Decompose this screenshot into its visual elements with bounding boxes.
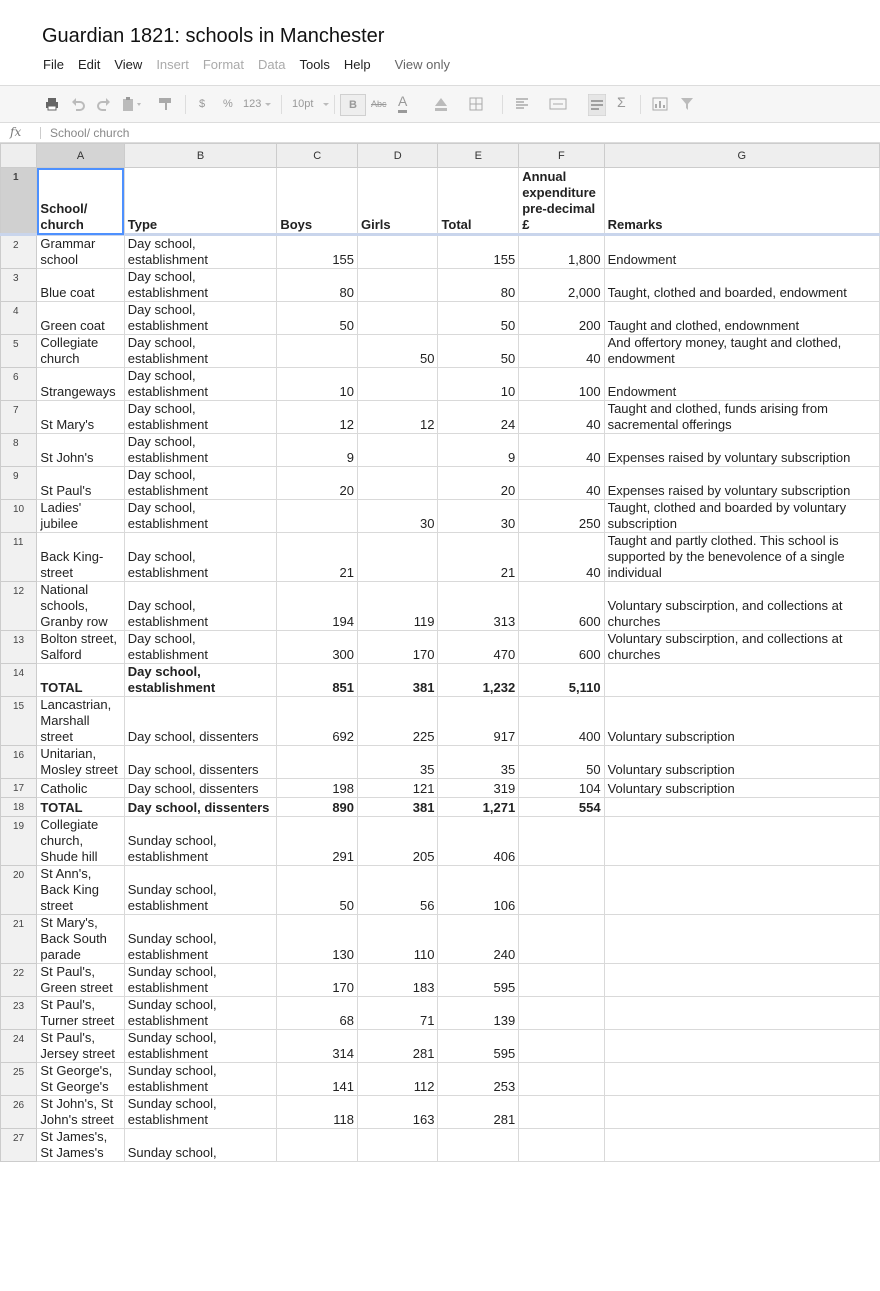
strikethrough-button: Abc xyxy=(371,99,387,109)
table-row xyxy=(1,697,880,746)
cell-girls[interactable] xyxy=(358,368,438,401)
cell-remarks[interactable]: Endowment xyxy=(604,368,879,401)
cell-type[interactable]: Sunday school, establishment xyxy=(124,915,277,964)
menu-file[interactable]: File xyxy=(43,57,64,72)
cell-total[interactable]: 30 xyxy=(438,500,519,533)
cell-school[interactable]: Strangeways xyxy=(37,368,124,401)
cell-boys[interactable]: 314 xyxy=(277,1030,358,1063)
cell-remarks-header[interactable]: Remarks xyxy=(604,168,879,235)
table-row xyxy=(1,746,880,779)
cell-boys[interactable]: 50 xyxy=(277,302,358,335)
row-header[interactable]: 20 xyxy=(1,866,37,915)
table-row xyxy=(1,866,880,915)
cell-girls[interactable]: 381 xyxy=(358,664,438,697)
cell-girls[interactable]: 225 xyxy=(358,697,438,746)
cell-boys[interactable] xyxy=(277,335,358,368)
cell-total[interactable]: 21 xyxy=(438,533,519,582)
column-header-a[interactable]: A xyxy=(37,144,124,168)
menu-data: Data xyxy=(258,57,286,72)
toolbar xyxy=(0,85,880,123)
cell-total[interactable] xyxy=(438,1129,519,1162)
cell-girls[interactable] xyxy=(358,467,438,500)
cell-school[interactable]: St Paul's, Turner street xyxy=(37,997,124,1030)
print-icon[interactable] xyxy=(44,96,60,112)
cell-remarks[interactable]: Taught, clothed and boarded, endowment xyxy=(604,269,879,302)
cell-expenditure[interactable] xyxy=(519,1096,604,1129)
paint-format-icon xyxy=(157,96,175,112)
cell-expenditure[interactable]: 100 xyxy=(519,368,604,401)
cell-boys[interactable]: 851 xyxy=(277,664,358,697)
cell-girls[interactable]: 163 xyxy=(358,1096,438,1129)
cell-remarks[interactable] xyxy=(604,866,879,915)
cell-type[interactable]: Day school, establishment xyxy=(124,664,277,697)
cell-school[interactable]: Bolton street, Salford xyxy=(37,631,124,664)
cell-type[interactable]: Day school, establishment xyxy=(124,335,277,368)
cell-type[interactable]: Sunday school, xyxy=(124,1129,277,1162)
cell-total[interactable]: 139 xyxy=(438,997,519,1030)
cell-total[interactable]: 917 xyxy=(438,697,519,746)
cell-school[interactable]: St Mary's, Back South parade xyxy=(37,915,124,964)
cell-boys[interactable]: 20 xyxy=(277,467,358,500)
cell-girls[interactable]: 112 xyxy=(358,1063,438,1096)
cell-remarks[interactable]: And offertory money, taught and clothed, endowment xyxy=(604,335,879,368)
cell-type[interactable]: Day school, dissenters xyxy=(124,746,277,779)
cell-school[interactable]: Back King-street xyxy=(37,533,124,582)
cell-boys[interactable]: 9 xyxy=(277,434,358,467)
cell-boys[interactable] xyxy=(277,500,358,533)
row-header[interactable]: 12 xyxy=(1,582,37,631)
cell-boys[interactable]: 12 xyxy=(277,401,358,434)
menu-insert: Insert xyxy=(156,57,189,72)
cell-total[interactable]: 9 xyxy=(438,434,519,467)
filter-icon xyxy=(679,96,695,112)
cell-remarks[interactable] xyxy=(604,664,879,697)
cell-total-header[interactable]: Total xyxy=(438,168,519,235)
row-header[interactable]: 8 xyxy=(1,434,37,467)
table-row xyxy=(1,269,880,302)
bold-button: B xyxy=(340,94,366,116)
menu-tools[interactable]: Tools xyxy=(299,57,330,72)
table-row xyxy=(1,533,880,582)
row-header[interactable]: 13 xyxy=(1,631,37,664)
table-row xyxy=(1,664,880,697)
cell-expenditure[interactable]: 600 xyxy=(519,631,604,664)
cell-total[interactable]: 20 xyxy=(438,467,519,500)
cell-type[interactable]: Sunday school, establishment xyxy=(124,997,277,1030)
functions-button: Σ xyxy=(617,94,626,110)
cell-school[interactable]: St John's xyxy=(37,434,124,467)
cell-expenditure[interactable] xyxy=(519,964,604,997)
cell-expenditure[interactable]: 40 xyxy=(519,401,604,434)
percent-button: % xyxy=(223,98,233,110)
cell-boys-header[interactable]: Boys xyxy=(277,168,358,235)
cell-type[interactable]: Day school, establishment xyxy=(124,631,277,664)
column-header-e[interactable]: E xyxy=(438,144,519,168)
column-header-f[interactable]: F xyxy=(519,144,604,168)
row-header[interactable]: 22 xyxy=(1,964,37,997)
cell-school[interactable]: TOTAL xyxy=(37,664,124,697)
cell-girls[interactable]: 183 xyxy=(358,964,438,997)
header-row xyxy=(1,168,880,235)
cell-remarks[interactable]: Taught and clothed, endownment xyxy=(604,302,879,335)
cell-girls[interactable]: 170 xyxy=(358,631,438,664)
cell-type[interactable]: Day school, establishment xyxy=(124,269,277,302)
cell-boys[interactable]: 21 xyxy=(277,533,358,582)
cell-type[interactable]: Day school, establishment xyxy=(124,533,277,582)
cell-boys[interactable]: 50 xyxy=(277,866,358,915)
cell-type[interactable]: Day school, dissenters xyxy=(124,697,277,746)
cell-boys[interactable] xyxy=(277,1129,358,1162)
cell-type[interactable]: Sunday school, establishment xyxy=(124,1063,277,1096)
cell-expenditure[interactable] xyxy=(519,915,604,964)
table-row xyxy=(1,1129,880,1162)
undo-icon xyxy=(70,96,86,112)
cell-girls[interactable] xyxy=(358,269,438,302)
cell-type[interactable]: Day school, dissenters xyxy=(124,779,277,798)
cell-type[interactable]: Day school, establishment xyxy=(124,302,277,335)
menu-bar xyxy=(36,55,457,75)
table-row xyxy=(1,1063,880,1096)
cell-girls[interactable]: 205 xyxy=(358,817,438,866)
text-color-button: A xyxy=(398,93,407,113)
row-header[interactable]: 21 xyxy=(1,915,37,964)
cell-school[interactable]: St Paul's, Green street xyxy=(37,964,124,997)
cell-expenditure[interactable] xyxy=(519,1030,604,1063)
cell-expenditure[interactable]: 40 xyxy=(519,467,604,500)
cell-school[interactable]: Ladies' jubilee xyxy=(37,500,124,533)
cell-expenditure[interactable]: 40 xyxy=(519,533,604,582)
row-header[interactable]: 10 xyxy=(1,500,37,533)
cell-boys[interactable]: 291 xyxy=(277,817,358,866)
cell-type[interactable]: Day school, establishment xyxy=(124,368,277,401)
cell-expenditure[interactable] xyxy=(519,817,604,866)
cell-remarks[interactable] xyxy=(604,1063,879,1096)
cell-school[interactable]: Collegiate church, Shude hill xyxy=(37,817,124,866)
cell-remarks[interactable]: Endowment xyxy=(604,235,879,269)
table-row xyxy=(1,997,880,1030)
cell-remarks[interactable]: Taught and partly clothed. This school is supported by the benevolence of a single individual xyxy=(604,533,879,582)
cell-remarks[interactable]: Expenses raised by voluntary subscription xyxy=(604,434,879,467)
cell-remarks[interactable]: Expenses raised by voluntary subscription xyxy=(604,467,879,500)
cell-type[interactable]: Day school, establishment xyxy=(124,401,277,434)
cell-expenditure[interactable]: 554 xyxy=(519,798,604,817)
cell-total[interactable]: 406 xyxy=(438,817,519,866)
cell-boys[interactable]: 155 xyxy=(277,235,358,269)
cell-remarks[interactable]: Voluntary subscirption, and collections at churches xyxy=(604,631,879,664)
cell-school[interactable]: St James's, St James's xyxy=(37,1129,124,1162)
cell-type[interactable]: Day school, establishment xyxy=(124,467,277,500)
cell-school[interactable]: St George's, St George's xyxy=(37,1063,124,1096)
row-header[interactable]: 9 xyxy=(1,467,37,500)
row-header[interactable]: 4 xyxy=(1,302,37,335)
cell-girls[interactable]: 71 xyxy=(358,997,438,1030)
cell-remarks[interactable]: Voluntary subscription xyxy=(604,779,879,798)
menu-edit[interactable]: Edit xyxy=(77,57,101,72)
row-header[interactable]: 6 xyxy=(1,368,37,401)
cell-type[interactable]: Sunday school, establishment xyxy=(124,866,277,915)
cell-school[interactable]: National schools, Granby row xyxy=(37,582,124,631)
row-header[interactable]: 11 xyxy=(1,533,37,582)
cell-boys[interactable] xyxy=(277,746,358,779)
cell-remarks[interactable]: Taught, clothed and boarded by voluntary subscription xyxy=(604,500,879,533)
cell-type[interactable]: Day school, establishment xyxy=(124,500,277,533)
cell-girls[interactable] xyxy=(358,1129,438,1162)
cell-remarks[interactable]: Taught and clothed, funds arising from sacremental offerings xyxy=(604,401,879,434)
cell-expenditure[interactable]: 600 xyxy=(519,582,604,631)
cell-total[interactable]: 80 xyxy=(438,269,519,302)
wrap-text-icon xyxy=(588,94,606,116)
menu-format: Format xyxy=(202,57,244,72)
cell-type[interactable]: Sunday school, establishment xyxy=(124,1030,277,1063)
cell-boys[interactable]: 130 xyxy=(277,915,358,964)
cell-remarks[interactable] xyxy=(604,798,879,817)
cell-school[interactable]: Blue coat xyxy=(37,269,124,302)
cell-expenditure[interactable]: 104 xyxy=(519,779,604,798)
paste-icon xyxy=(121,96,143,112)
row-header[interactable]: 24 xyxy=(1,1030,37,1063)
chevron-down-icon xyxy=(322,96,330,112)
row-header[interactable]: 3 xyxy=(1,269,37,302)
cell-girls[interactable]: 30 xyxy=(358,500,438,533)
table-row xyxy=(1,302,880,335)
chart-icon xyxy=(651,96,669,112)
cell-expenditure-header[interactable]: Annual expenditure pre-decimal £ xyxy=(519,168,604,235)
table-row xyxy=(1,817,880,866)
cell-school[interactable]: Unitarian, Mosley street xyxy=(37,746,124,779)
cell-school-header[interactable]: School/ church xyxy=(37,168,124,235)
column-header-c[interactable]: C xyxy=(277,144,358,168)
row-header[interactable]: 26 xyxy=(1,1096,37,1129)
cell-boys[interactable]: 141 xyxy=(277,1063,358,1096)
cell-school[interactable]: St Mary's xyxy=(37,401,124,434)
cell-school[interactable]: Collegiate church xyxy=(37,335,124,368)
cell-girls[interactable]: 281 xyxy=(358,1030,438,1063)
table-row xyxy=(1,235,880,269)
cell-boys[interactable]: 118 xyxy=(277,1096,358,1129)
cell-girls[interactable]: 35 xyxy=(358,746,438,779)
fx-icon: fx xyxy=(10,125,22,139)
cell-expenditure[interactable]: 400 xyxy=(519,697,604,746)
cell-total[interactable]: 470 xyxy=(438,631,519,664)
select-all-corner[interactable] xyxy=(1,144,37,168)
cell-girls[interactable]: 12 xyxy=(358,401,438,434)
column-header-d[interactable]: D xyxy=(358,144,438,168)
table-row xyxy=(1,582,880,631)
table-row xyxy=(1,631,880,664)
cell-remarks[interactable]: Voluntary subscirption, and collections at churches xyxy=(604,582,879,631)
cell-expenditure[interactable]: 50 xyxy=(519,746,604,779)
table-row xyxy=(1,500,880,533)
row-header[interactable]: 14 xyxy=(1,664,37,697)
row-header[interactable]: 16 xyxy=(1,746,37,779)
more-formats-button: 123 xyxy=(243,98,262,110)
cell-school[interactable]: St Paul's, Jersey street xyxy=(37,1030,124,1063)
table-row xyxy=(1,1096,880,1129)
cell-girls[interactable] xyxy=(358,434,438,467)
cell-school[interactable]: St Paul's xyxy=(37,467,124,500)
cell-type[interactable]: Day school, dissenters xyxy=(124,798,277,817)
cell-expenditure[interactable] xyxy=(519,1063,604,1096)
redo-icon xyxy=(96,96,112,112)
row-header[interactable]: 1 xyxy=(1,168,37,235)
currency-button: $ xyxy=(199,98,206,110)
cell-girls[interactable]: 50 xyxy=(358,335,438,368)
row-header[interactable]: 15 xyxy=(1,697,37,746)
table-row xyxy=(1,779,880,798)
cell-total[interactable]: 319 xyxy=(438,779,519,798)
cell-total[interactable]: 35 xyxy=(438,746,519,779)
fill-color-icon xyxy=(432,96,450,112)
cell-school[interactable]: Green coat xyxy=(37,302,124,335)
row-header[interactable]: 19 xyxy=(1,817,37,866)
cell-type[interactable]: Day school, establishment xyxy=(124,235,277,269)
cell-boys[interactable]: 198 xyxy=(277,779,358,798)
row-header[interactable]: 7 xyxy=(1,401,37,434)
cell-boys[interactable]: 80 xyxy=(277,269,358,302)
cell-girls[interactable]: 56 xyxy=(358,866,438,915)
cell-girls[interactable] xyxy=(358,533,438,582)
cell-school[interactable]: Catholic xyxy=(37,779,124,798)
row-header[interactable]: 18 xyxy=(1,798,37,817)
table-row xyxy=(1,335,880,368)
cell-type[interactable]: Day school, establishment xyxy=(124,582,277,631)
spreadsheet-grid xyxy=(0,143,880,1162)
cell-total[interactable]: 313 xyxy=(438,582,519,631)
cell-remarks[interactable]: Voluntary subscription xyxy=(604,746,879,779)
cell-school[interactable]: Grammar school xyxy=(37,235,124,269)
cell-school[interactable]: TOTAL xyxy=(37,798,124,817)
merge-cells-icon xyxy=(548,96,570,112)
cell-type[interactable]: Sunday school, establishment xyxy=(124,817,277,866)
cell-school[interactable]: St Ann's, Back King street xyxy=(37,866,124,915)
cell-remarks[interactable] xyxy=(604,997,879,1030)
row-header[interactable]: 27 xyxy=(1,1129,37,1162)
cell-total[interactable]: 50 xyxy=(438,335,519,368)
cell-type[interactable]: Sunday school, establishment xyxy=(124,1096,277,1129)
menu-help[interactable]: Help xyxy=(343,57,371,72)
cell-boys[interactable]: 890 xyxy=(277,798,358,817)
cell-girls[interactable] xyxy=(358,235,438,269)
cell-remarks[interactable]: Voluntary subscription xyxy=(604,697,879,746)
cell-school[interactable]: St John's, St John's street xyxy=(37,1096,124,1129)
cell-boys[interactable]: 68 xyxy=(277,997,358,1030)
cell-remarks[interactable] xyxy=(604,1129,879,1162)
cell-remarks[interactable] xyxy=(604,964,879,997)
cell-girls[interactable]: 110 xyxy=(358,915,438,964)
row-header[interactable]: 2 xyxy=(1,235,37,269)
cell-boys[interactable]: 10 xyxy=(277,368,358,401)
row-header[interactable]: 5 xyxy=(1,335,37,368)
cell-remarks[interactable] xyxy=(604,1096,879,1129)
table-row xyxy=(1,915,880,964)
column-header-g[interactable]: G xyxy=(604,144,879,168)
cell-remarks[interactable] xyxy=(604,1030,879,1063)
cell-expenditure[interactable]: 250 xyxy=(519,500,604,533)
font-size-select: 10pt xyxy=(292,98,314,110)
borders-icon xyxy=(468,96,486,112)
cell-total[interactable]: 155 xyxy=(438,235,519,269)
cell-type[interactable]: Sunday school, establishment xyxy=(124,964,277,997)
cell-total[interactable]: 50 xyxy=(438,302,519,335)
cell-total[interactable]: 10 xyxy=(438,368,519,401)
row-header[interactable]: 23 xyxy=(1,997,37,1030)
formula-bar xyxy=(0,123,880,143)
cell-remarks[interactable] xyxy=(604,817,879,866)
table-row xyxy=(1,368,880,401)
table-row xyxy=(1,1030,880,1063)
cell-school[interactable]: Lancastrian, Marshall street xyxy=(37,697,124,746)
cell-total[interactable]: 106 xyxy=(438,866,519,915)
cell-total[interactable]: 595 xyxy=(438,1030,519,1063)
cell-expenditure[interactable]: 40 xyxy=(519,434,604,467)
cell-girls[interactable]: 381 xyxy=(358,798,438,817)
cell-girls-header[interactable]: Girls xyxy=(358,168,438,235)
cell-boys[interactable]: 692 xyxy=(277,697,358,746)
cell-total[interactable]: 595 xyxy=(438,964,519,997)
cell-girls[interactable] xyxy=(358,302,438,335)
align-icon xyxy=(514,96,532,112)
cell-boys[interactable]: 300 xyxy=(277,631,358,664)
menu-view[interactable]: View xyxy=(114,57,143,72)
table-row xyxy=(1,434,880,467)
cell-type-header[interactable]: Type xyxy=(124,168,277,235)
table-row xyxy=(1,964,880,997)
cell-expenditure[interactable] xyxy=(519,1129,604,1162)
cell-expenditure[interactable]: 2,000 xyxy=(519,269,604,302)
formula-input[interactable]: School/ church xyxy=(50,126,130,140)
cell-expenditure[interactable]: 40 xyxy=(519,335,604,368)
cell-expenditure[interactable]: 200 xyxy=(519,302,604,335)
cell-total[interactable]: 281 xyxy=(438,1096,519,1129)
cell-total[interactable]: 240 xyxy=(438,915,519,964)
cell-total[interactable]: 253 xyxy=(438,1063,519,1096)
cell-total[interactable]: 1,232 xyxy=(438,664,519,697)
cell-expenditure[interactable]: 1,800 xyxy=(519,235,604,269)
cell-total[interactable]: 24 xyxy=(438,401,519,434)
column-header-b[interactable]: B xyxy=(124,144,277,168)
cell-expenditure[interactable]: 5,110 xyxy=(519,664,604,697)
cell-expenditure[interactable] xyxy=(519,866,604,915)
view-only-label: View only xyxy=(394,57,450,72)
table-row xyxy=(1,401,880,434)
cell-remarks[interactable] xyxy=(604,915,879,964)
cell-type[interactable]: Day school, establishment xyxy=(124,434,277,467)
cell-girls[interactable]: 121 xyxy=(358,779,438,798)
cell-boys[interactable]: 194 xyxy=(277,582,358,631)
row-header[interactable]: 17 xyxy=(1,779,37,798)
cell-boys[interactable]: 170 xyxy=(277,964,358,997)
document-title[interactable]: Guardian 1821: schools in Manchester xyxy=(42,25,385,47)
table-row xyxy=(1,798,880,817)
chevron-down-icon xyxy=(264,96,272,112)
cell-total[interactable]: 1,271 xyxy=(438,798,519,817)
cell-girls[interactable]: 119 xyxy=(358,582,438,631)
table-row xyxy=(1,467,880,500)
row-header[interactable]: 25 xyxy=(1,1063,37,1096)
cell-expenditure[interactable] xyxy=(519,997,604,1030)
